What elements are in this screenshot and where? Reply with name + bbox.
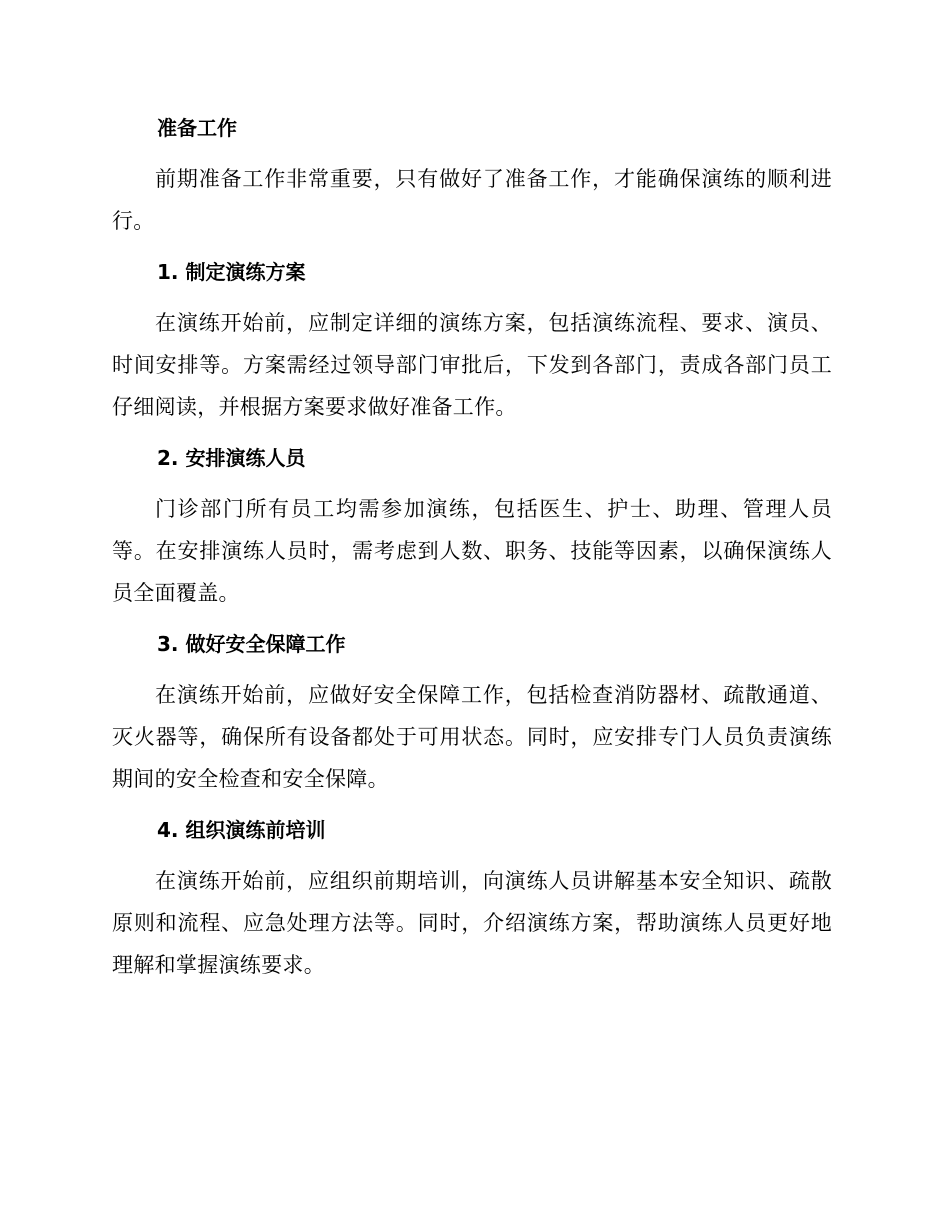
section-heading: 1. 制定演练方案 — [157, 260, 306, 284]
section-heading: 准备工作 — [157, 116, 237, 140]
section-personnel — [112, 438, 832, 614]
document-content — [112, 108, 832, 996]
section-safety — [112, 624, 832, 800]
section-paragraph: 在演练开始前，应做好安全保障工作，包括检查消防器材、疏散通道、灭火器等，确保所有设备都处于可用状态。同时，应安排专门人员负责演练期间的安全检查和安全保障。 — [112, 683, 832, 791]
section-training — [112, 810, 832, 986]
section-heading: 2. 安排演练人员 — [157, 446, 306, 470]
section-paragraph: 在演练开始前，应组织前期培训，向演练人员讲解基本安全知识、疏散原则和流程、应急处理方法等。同时，介绍演练方案，帮助演练人员更好地理解和掌握演练要求。 — [112, 869, 832, 977]
section-plan — [112, 252, 832, 428]
section-paragraph: 门诊部门所有员工均需参加演练，包括医生、护士、助理、管理人员等。在安排演练人员时，需考虑到人数、职务、技能等因素，以确保演练人员全面覆盖。 — [112, 497, 832, 605]
section-paragraph: 在演练开始前，应制定详细的演练方案，包括演练流程、要求、演员、时间安排等。方案需经过领导部门审批后，下发到各部门，责成各部门员工仔细阅读，并根据方案要求做好准备工作。 — [112, 311, 832, 419]
section-heading: 4. 组织演练前培训 — [157, 818, 326, 842]
section-paragraph: 前期准备工作非常重要，只有做好了准备工作，才能确保演练的顺利进行。 — [112, 167, 832, 233]
section-heading: 3. 做好安全保障工作 — [157, 632, 346, 656]
section-preparation — [112, 108, 832, 242]
